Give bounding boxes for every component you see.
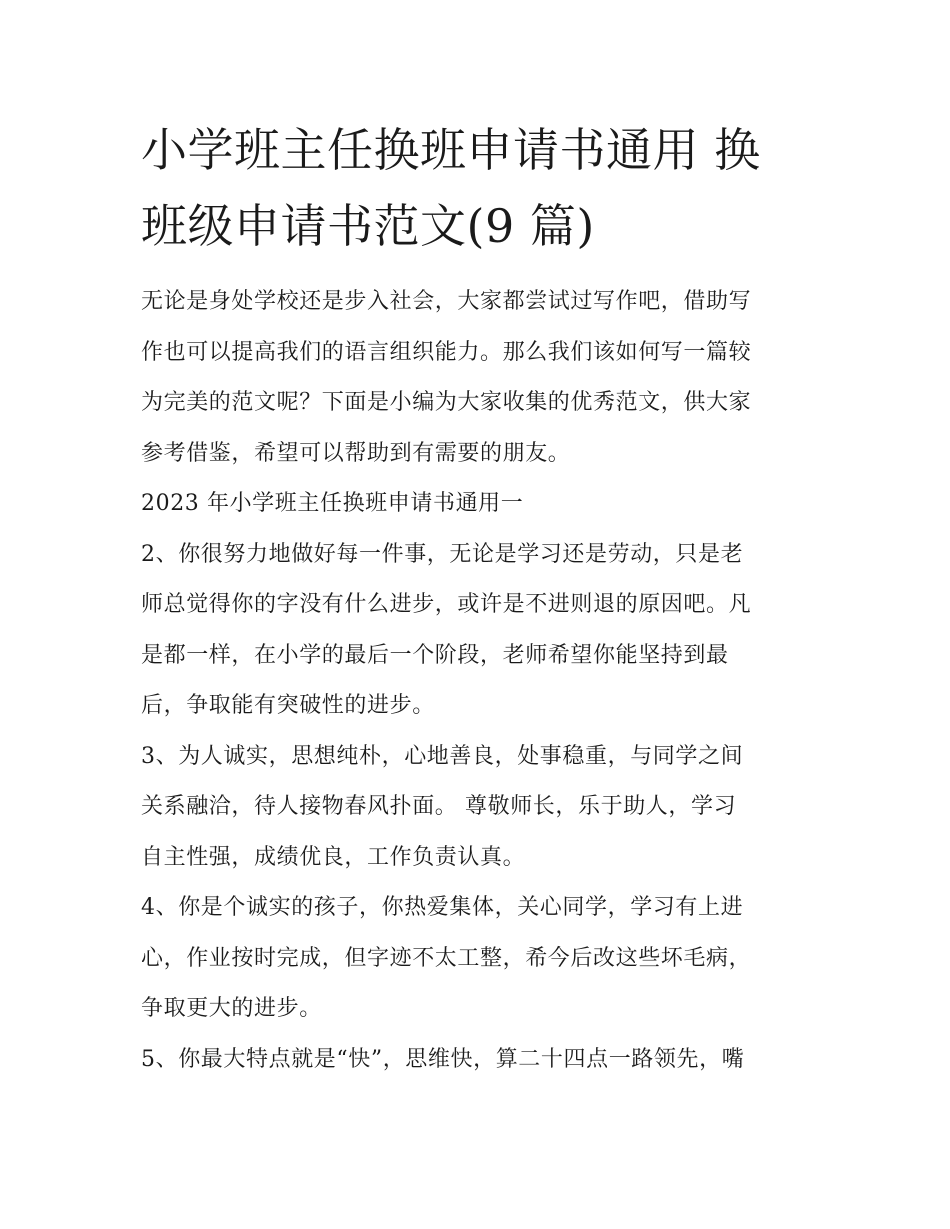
text-line: 无论是身处学校还是步入社会，大家都尝试过写作吧，借助写 — [141, 289, 752, 314]
text-line: 心，作业按时完成，但字迹不太工整，希今后改这些坏毛病， — [141, 945, 752, 971]
title-line: 小学班主任换班申请书通用 换 — [141, 123, 761, 177]
intro-paragraph — [141, 277, 821, 479]
text-line: 关系融洽，待人接物春风扑面。 尊敬师长，乐于助人，学习 — [141, 794, 737, 819]
text-line: 2、你很努力地做好每一件事，无论是学习还是劳动，只是老 — [141, 541, 744, 567]
text-line: 5、你最大特点就是“快”，思维快，算二十四点一路领先，嘴 — [141, 1046, 745, 1072]
list-item — [141, 530, 821, 732]
title-line: 班级申请书范文(9 篇) — [141, 199, 595, 253]
text-line: 争取更大的进步。 — [141, 996, 322, 1021]
list-item — [141, 883, 821, 1035]
text-line: 作也可以提高我们的语言组织能力。那么我们该如何写一篇较 — [141, 339, 752, 365]
text-line: 3、为人诚实，思想纯朴，心地善良，处事稳重，与同学之间 — [141, 743, 744, 769]
text-line: 后，争取能有突破性的进步。 — [141, 693, 435, 718]
text-line: 自主性强，成绩优良，工作负责认真。 — [141, 844, 526, 870]
list-item — [141, 1035, 821, 1086]
section-heading: 2023 年小学班主任换班申请书通用一 — [141, 491, 524, 516]
document-page — [141, 112, 821, 1085]
document-title — [141, 112, 821, 264]
text-line: 参考借鉴，希望可以帮助到有需要的朋友。 — [141, 440, 571, 466]
text-line: 师总觉得你的字没有什么进步，或许是不进则退的原因吧。凡 — [141, 592, 752, 617]
text-line: 是都一样，在小学的最后一个阶段，老师希望你能坚持到最 — [141, 642, 729, 668]
text-line: 4、你是个诚实的孩子，你热爱集体，关心同学，学习有上进 — [141, 895, 744, 920]
list-item — [141, 732, 821, 884]
text-line: 为完美的范文呢？下面是小编为大家收集的优秀范文，供大家 — [141, 390, 752, 415]
